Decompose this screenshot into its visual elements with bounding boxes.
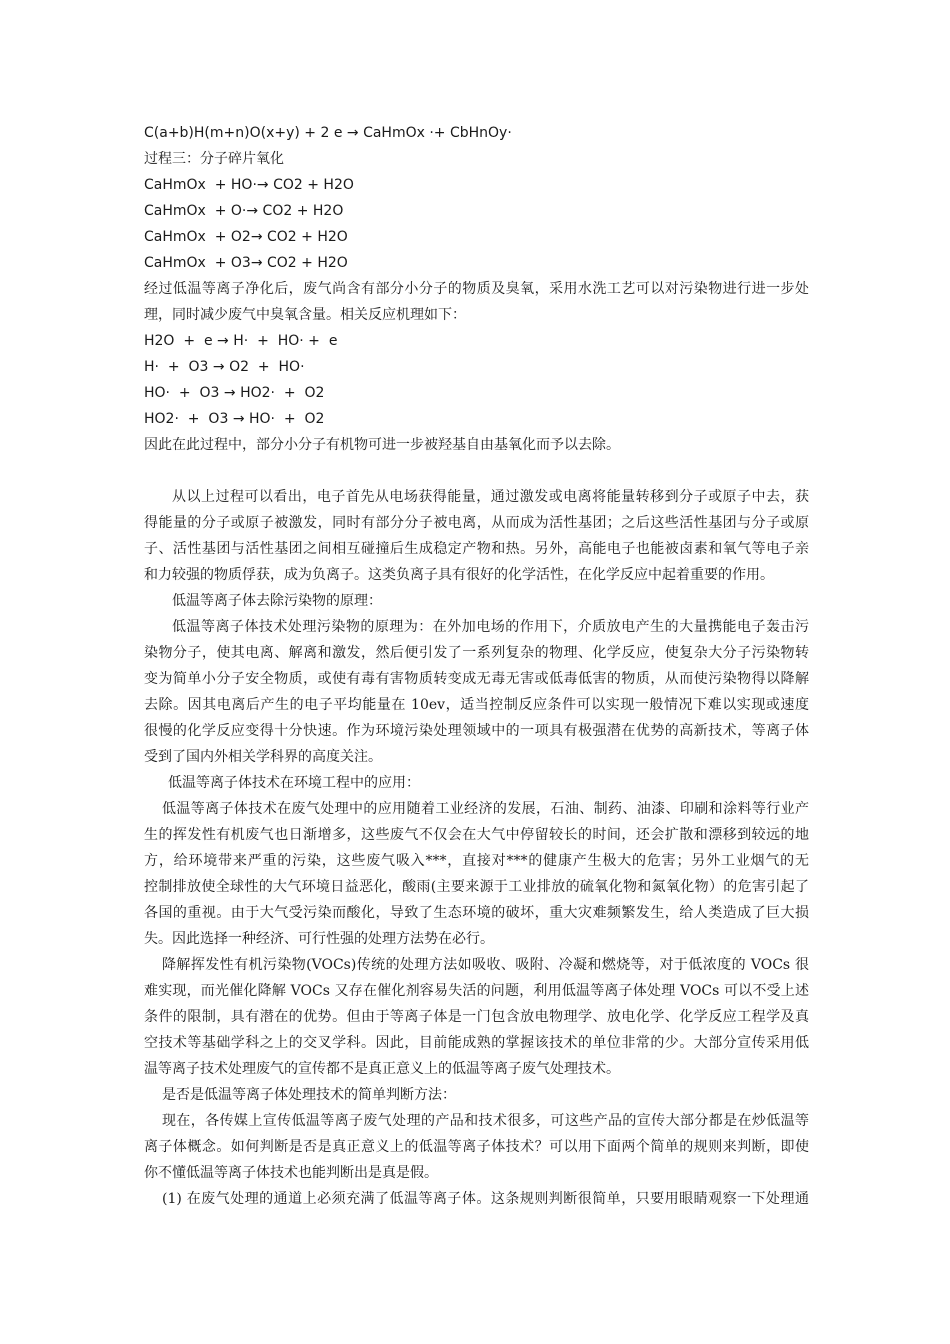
paragraph-line: 经过低温等离子净化后，废气尚含有部分小分子的物质及臭氧，采用水洗工艺可以对污染物进行进一步处 <box>144 281 809 297</box>
equation-line: HO· + O3 → HO2· + O2 <box>144 385 325 401</box>
paragraph-line: 条件的限制，具有潜在的优势。但由于等离子体是一门包含放电物理学、放电化学、化学反应工程学及真 <box>144 1009 809 1025</box>
paragraph-line: 你不懂低温等离子体技术也能判断出是真是假。 <box>144 1165 438 1181</box>
equation-line: C(a+b)H(m+n)O(x+y) + 2 e → CaHmOx ·+ CbHnOy· <box>144 125 512 141</box>
paragraph-line: 和力较强的物质俘获，成为负离子。这类负离子具有很好的化学活性，在化学反应中起着重要的作用。 <box>144 567 774 583</box>
document-body <box>144 120 809 1212</box>
equation-line: CaHmOx + O2→ CO2 + H2O <box>144 229 348 245</box>
equation-line: HO2· + O3 → HO· + O2 <box>144 411 325 427</box>
paragraph-line: 很慢的化学反应变得十分快速。作为环境污染处理领域中的一项具有极强潜在优势的高新技术，等离子体 <box>144 723 809 739</box>
paragraph-line: 低温等离子体技术在废气处理中的应用随着工业经济的发展，石油、制药、油漆、印刷和涂料等行业产 <box>162 801 809 817</box>
paragraph-line: 控制排放使全球性的大气环境日益恶化，酸雨(主要来源于工业排放的硫氧化物和氮氧化物）的危害引起了 <box>144 879 809 895</box>
section-heading: 低温等离子体去除污染物的原理： <box>172 593 382 609</box>
equation-line: H2O + e → H· + HO· + e <box>144 333 338 349</box>
section-heading: 是否是低温等离子体处理技术的简单判断方法： <box>162 1087 456 1103</box>
paragraph-line: 失。因此选择一种经济、可行性强的处理方法势在必行。 <box>144 931 494 947</box>
paragraph-line: 方，给环境带来严重的污染，这些废气吸入***，直接对***的健康产生极大的危害；另外工业烟气的无 <box>144 853 809 869</box>
paragraph-line: 各国的重视。由于大气受污染而酸化，导致了生态环境的破坏，重大灾难频繁发生，给人类造成了巨大损 <box>144 905 809 921</box>
paragraph-line: 低温等离子体技术处理污染物的原理为：在外加电场的作用下，介质放电产生的大量携能电子轰击污 <box>172 619 809 635</box>
paragraph-line: 子、活性基团与活性基团之间相互碰撞后生成稳定产物和热。另外，高能电子也能被卤素和氧气等电子亲 <box>144 541 809 557</box>
paragraph-line: 去除。因其电离后产生的电子平均能量在 10ev，适当控制反应条件可以实现一般情况下难以实现或速度 <box>144 697 809 713</box>
blank-line <box>144 458 809 484</box>
equation-line: CaHmOx + HO·→ CO2 + H2O <box>144 177 354 193</box>
paragraph-line: 离子体概念。如何判断是否是真正意义上的低温等离子体技术？可以用下面两个简单的规则来判断，即使 <box>144 1139 809 1155</box>
paragraph-line: 因此在此过程中，部分小分子有机物可进一步被羟基自由基氧化而予以去除。 <box>144 437 620 453</box>
paragraph-line: 现在，各传媒上宣传低温等离子废气处理的产品和技术很多，可这些产品的宣传大部分都是在炒低温等 <box>162 1113 809 1129</box>
paragraph-line: 变为简单小分子安全物质，或使有毒有害物质转变成无毒无害或低毒低害的物质，从而使污染物得以降解 <box>144 671 809 687</box>
equation-line: H· + O3 → O2 + HO· <box>144 359 305 375</box>
section-heading: 过程三：分子碎片氧化 <box>144 151 284 167</box>
paragraph-line: 温等离子技术处理废气的宣传都不是真正意义上的低温等离子废气处理技术。 <box>144 1061 620 1077</box>
equation-line: CaHmOx + O3→ CO2 + H2O <box>144 255 348 271</box>
paragraph-line: 难实现，而光催化降解 VOCs 又存在催化剂容易失活的问题，利用低温等离子体处理 VOCs 可以不受上述 <box>144 983 809 999</box>
equation-line: CaHmOx + O·→ CO2 + H2O <box>144 203 344 219</box>
paragraph-line: (1) 在废气处理的通道上必须充满了低温等离子体。这条规则判断很简单，只要用眼睛观察一下处理通 <box>162 1191 809 1207</box>
paragraph-line: 受到了国内外相关学科界的高度关注。 <box>144 749 382 765</box>
paragraph-line: 生的挥发性有机废气也日渐增多，这些废气不仅会在大气中停留较长的时间，还会扩散和漂移到较远的地 <box>144 827 809 843</box>
paragraph-line: 降解挥发性有机污染物(VOCs)传统的处理方法如吸收、吸附、冷凝和燃烧等，对于低浓度的 VOCs 很 <box>162 957 809 973</box>
paragraph-line: 染物分子，使其电离、解离和激发，然后便引发了一系列复杂的物理、化学反应，使复杂大分子污染物转 <box>144 645 809 661</box>
paragraph-line: 理，同时减少废气中臭氧含量。相关反应机理如下： <box>144 307 466 323</box>
paragraph-line: 空技术等基础学科之上的交叉学科。因此，目前能成熟的掌握该技术的单位非常的少。大部分宣传采用低 <box>144 1035 809 1051</box>
section-heading: 低温等离子体技术在环境工程中的应用： <box>168 775 420 791</box>
paragraph-line: 得能量的分子或原子被激发，同时有部分分子被电离，从而成为活性基团；之后这些活性基团与分子或原 <box>144 515 809 531</box>
paragraph-line: 从以上过程可以看出，电子首先从电场获得能量，通过激发或电离将能量转移到分子或原子中去，获 <box>172 489 809 505</box>
